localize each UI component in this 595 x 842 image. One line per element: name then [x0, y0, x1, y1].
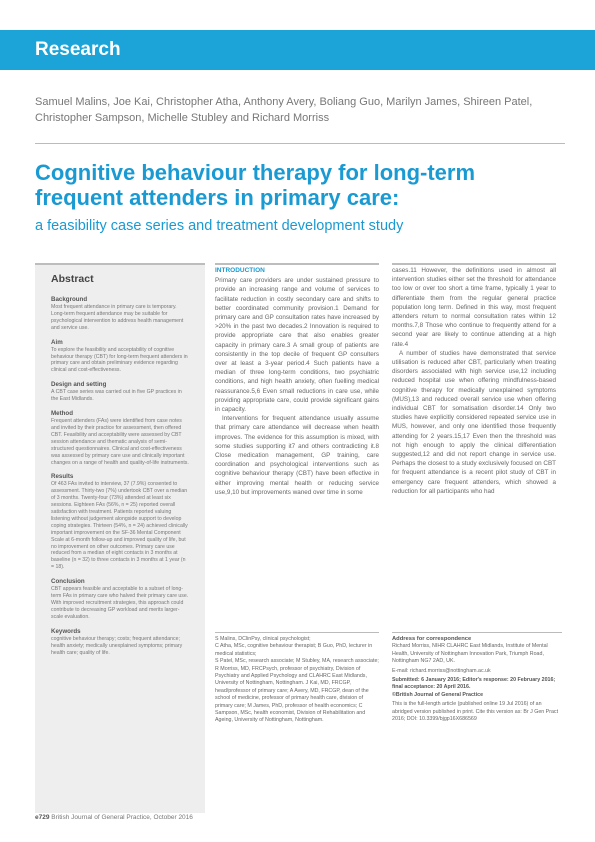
abstract-section-text: Frequent attenders (FAs) were identified from case notes and invited by their practice for assessment, then offered CBT. Feasibility and acceptability were assessed by CBT session attendance and thematic analysis of semi-structured questionnaires. Clinical and cost-effectiveness was assessed by primary care use and clinically important changes on a range of health and quality-of-life instruments. — [51, 418, 189, 466]
abstract-section-heading: Results — [51, 473, 74, 481]
body-paragraph: cases.11 However, the definitions used in almost all intervention studies either set the threshold for attendance too low or over too short a time frame, typically 1 year to differentiate them from the regular general practice population long term. Defined in this way, most frequent attenders return to normal consultation rates within 12 months.7,8 Those who continue to frequently attend for a second year are likely to continue attending at a high rate.4 — [392, 267, 556, 348]
abstract-section-design — [35, 381, 205, 403]
article-title: Cognitive behaviour therapy for long-term frequent attenders in primary care: — [35, 160, 476, 210]
affiliation-line: C Atha, MSc, cognitive behaviour therapist; B Guo, PhD, lecturer in medical statistics; — [215, 643, 373, 657]
abstract-section-results — [35, 473, 205, 571]
correspondence-box — [392, 632, 562, 723]
abstract-section-text: CBT appears feasible and acceptable to a subset of long-term FAs in primary care who halved their primary care use. With improved recruitment strategies, this approach could contribute to decreasing GP workload and merits larger-scale evaluation. — [51, 586, 189, 620]
submission-dates: Submitted: 6 January 2016; Editor's response: 20 February 2016; final acceptance: 20 April 2016. — [392, 677, 556, 691]
body-paragraph: A number of studies have demonstrated that service utilisation is reduced after CBT, particularly when treating disorders associated with high service use,12 including reduced hospital use when offering mindfulness-based cognitive therapy for medically unexplained symptoms (MUS),13 and reduced overall service use when offering individual CBT for somatisation disorder.14 Only two studies have explicitly considered repeated service use in MUS, however, and only one identified those frequently attending for 2 years.15,17 Even then the threshold was not high enough to apply the clinical differentiation suggested,12 and did not report change in service use. Perhaps the closest to a study exclusively focused on CBT for frequent attendance is a recent pilot study of CBT in emergency care frequent attenders, which showed a reduction for all participants who had — [392, 349, 556, 495]
abstract-section-background — [35, 296, 205, 332]
journal-name: British Journal of General Practice, October 2016 — [51, 814, 193, 821]
article-subtitle: a feasibility case series and treatment development study — [35, 218, 404, 234]
abstract-section-heading: Aim — [51, 338, 63, 346]
section-label: Research — [35, 39, 121, 60]
intro-heading: INTRODUCTION — [215, 267, 265, 274]
abstract-section-aim — [35, 339, 205, 375]
abstract-section-heading: Method — [51, 410, 73, 418]
body-paragraph: Interventions for frequent attendance usually assume that primary care attendance will decrease when health improves. The evidence for this assumption is mixed, with some studies supporting it7 and others contradicting it.8 Close medication management, GP training, care coordination and psychological interventions such as cognitive behaviour therapy (CBT) have been effective in either improving mental health or reducing service use,9,10 but improvements waned over time in some — [215, 415, 379, 496]
abstract-section-method — [35, 410, 205, 466]
author-affiliations — [215, 632, 379, 725]
body-column-right — [392, 263, 556, 496]
affiliation-line: S Malins, DClinPsy, clinical psychologist; — [215, 636, 311, 642]
abstract-section-heading: Background — [51, 296, 88, 303]
abstract-section-text: To explore the feasibility and acceptability of cognitive behaviour therapy (CBT) for long-term frequent attenders in primary care and obtain preliminary evidence regarding clinical and cost-effectiveness. — [51, 346, 188, 374]
body-column-left — [215, 263, 379, 497]
abstract-section-text: Most frequent attendance in primary care is temporary. Long-term frequent attendance may be suitable for psychological intervention to address health management and service use. — [51, 304, 184, 331]
abstract-section-keywords — [35, 628, 205, 657]
correspondence-address: Richard Morriss, NIHR CLAHRC East Midlands, Institute of Mental Health, University of Nottingham Innovation Park, Triumph Road, Nottingham NG7 2AD, UK. — [392, 643, 548, 665]
abstract-panel — [35, 263, 205, 813]
abstract-section-text: A CBT case series was carried out in five GP practices in the East Midlands. — [51, 389, 182, 403]
page-number: e729 — [35, 814, 50, 821]
abstract-section-heading: Design and setting — [51, 381, 107, 389]
correspondence-heading: Address for correspondence — [392, 636, 472, 642]
abstract-section-heading: Conclusion — [51, 578, 85, 586]
section-banner — [0, 30, 595, 70]
author-list: Samuel Malins, Joe Kai, Christopher Atha, Anthony Avery, Boliang Guo, Marilyn James, Shireen Patel, Christopher Sampson, Michelle Stubley and Richard Morriss — [35, 96, 533, 124]
copyright-line: ©British Journal of General Practice — [392, 691, 484, 698]
divider — [35, 143, 565, 144]
page-footer — [35, 814, 193, 821]
abstract-section-text: cognitive behaviour therapy; costs; frequent attendance; health anxiety; medically unexplained symptoms; primary health care; quality of life. — [51, 635, 183, 656]
abstract-section-text: Of 463 FAs invited to interview, 37 (7.9%) consented to assessment. Thirty-two (7%) undertook CBT over a median of 3 months. Twenty-four (73%) attended at least six sessions. Eighteen FAs (56%, n = 25) reported overall satisfaction with treatment. Patients reported valuing listening without judgement alongside support to develop coping strategies. Thirteen (54%, n = 24) achieved clinically important improvement on the SF-36 Mental Component Scale at 6-month follow-up and improved quality of life, but no improvement on other outcomes. Primary care use reduced from a median of eight contacts in 3 months at baseline (n = 32) to three contacts in 3 months at 1 year (n = 18). — [51, 481, 188, 571]
citation-note: This is the full-length article (published online 19 Jul 2016) of an abridged version published in print. Cite this version as: Br J Gen Pract 2016; DOI: 10.3399/bjgp16X686569 — [392, 701, 559, 723]
abstract-heading: Abstract — [51, 273, 94, 285]
body-paragraph: Primary care providers are under sustained pressure to provide an increasing range and volume of services to facilitate reduction in costly secondary care and shifts to better coordinated community provision.1 Demand for primary care and GP consultation rates have increased by >20% in the past two decades.2 Innovation is required to provide appropriate care that also enables greater capacity in primary care.3 A small group of patients are consistently in the top decile of frequent GP consulters over at least a 3-year period.4 Such patients have a median of three long-term conditions, two psychiatric conditions, and high health anxiety, often fuelling medical reassurance.5,6 Even small reductions in care use, while providing appropriate care, could provide significant gains in capacity. — [215, 277, 379, 414]
abstract-section-heading: Keywords — [51, 627, 81, 635]
correspondence-email: E-mail: richard.morriss@nottingham.ac.uk — [392, 667, 491, 674]
affiliation-line: S Patel, MSc, research associate; M Stubley, MA, research associate; R Morriss, MD, FRCPsych, professor of psychiatry, Division of Psychiatry and Applied Psychology and CLAHRC East Midlands, University of Nottingham, Nottingham. J Kai, MD, FRCGP, head/professor of primary care; A Avery, MD, FRCGP, dean of the school of medicine, professor of primary health care, division of primary care; M James, PhD, professor of health economics; C Sampson, MSc, health economist, Division of Rehabilitation and Ageing, University of Nottingham, Nottingham. — [215, 658, 379, 724]
abstract-section-conclusion — [35, 578, 205, 621]
